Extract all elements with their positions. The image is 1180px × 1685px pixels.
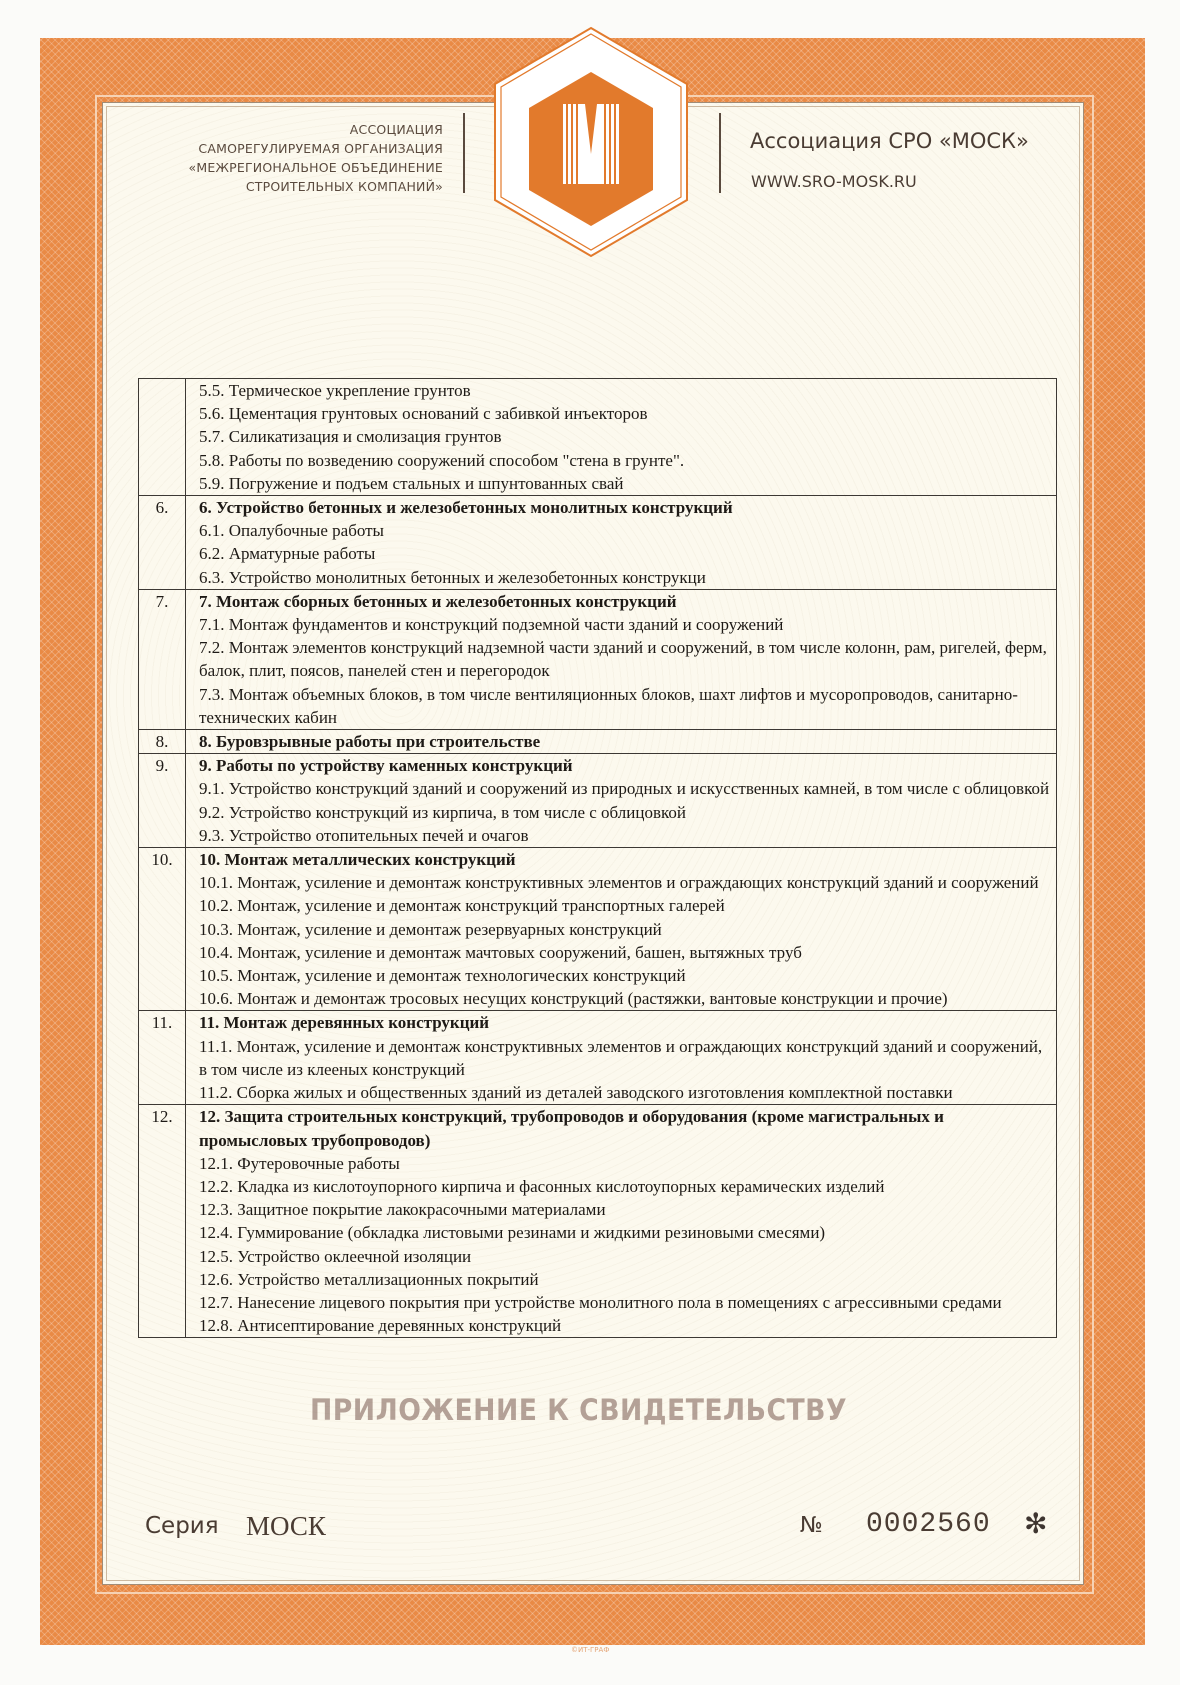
work-item: 6.1. Опалубочные работы xyxy=(199,521,384,541)
org-line: САМОРЕГУЛИРУЕМАЯ ОРГАНИЗАЦИЯ xyxy=(198,141,443,156)
row-content xyxy=(186,848,1057,1011)
section-title: 11. Монтаж деревянных конструкций xyxy=(199,1013,490,1033)
association-title: Ассоциация СРО «МОСК» xyxy=(750,129,1029,153)
work-item: 7.3. Монтаж объемных блоков, в том числе вентиляционных блоков, шахт лифтов и мусоропроводов, санитарно-технических кабин xyxy=(199,684,1018,727)
work-item: 10.2. Монтаж, усиление и демонтаж конструкций транспортных галерей xyxy=(199,896,725,916)
row-number xyxy=(139,379,186,496)
work-item: 11.1. Монтаж, усиление и демонтаж конструктивных элементов и ограждающих конструкций зданий и сооружений, в том числе из клееных конструкций xyxy=(199,1036,1043,1079)
work-item: 12.4. Гуммирование (обкладка листовыми резинами и жидкими резиновыми смесями) xyxy=(199,1223,826,1243)
work-item: 12.3. Защитное покрытие лакокрасочными материалами xyxy=(199,1200,606,1220)
work-item: 12.5. Устройство оклеечной изоляции xyxy=(199,1246,472,1266)
table-row xyxy=(139,496,1057,590)
table-row xyxy=(139,848,1057,1011)
series-value: МОСК xyxy=(246,1511,326,1541)
row-number: 7. xyxy=(139,589,186,729)
header-divider-left xyxy=(463,113,465,193)
work-item: 12.7. Нанесение лицевого покрытия при устройстве монолитного пола в помещениях с агрессивными средами xyxy=(199,1292,1002,1312)
work-item: 9.1. Устройство конструкций зданий и сооружений из природных и искусственных камней, в том числе с облицовкой xyxy=(199,779,1050,799)
work-item: 10.3. Монтаж, усиление и демонтаж резервуарных конструкций xyxy=(199,919,662,939)
work-item: 9.3. Устройство отопительных печей и очагов xyxy=(199,825,529,845)
row-content xyxy=(186,379,1057,496)
work-item: 5.7. Силикатизация и смолизация грунтов xyxy=(199,427,502,447)
org-full-name xyxy=(189,120,443,196)
table-row xyxy=(139,1011,1057,1105)
work-item: 6.3. Устройство монолитных бетонных и железобетонных конструкци xyxy=(199,567,706,587)
work-item: 12.8. Антисептирование деревянных конструкций xyxy=(199,1316,562,1336)
work-item: 12.6. Устройство металлизационных покрытий xyxy=(199,1269,539,1289)
printer-copyright: ©ИТ-ГРАФ xyxy=(571,1646,610,1654)
work-item: 11.2. Сборка жилых и общественных зданий из деталей заводского изготовления комплектной поставки xyxy=(199,1083,953,1103)
mosk-logo-icon xyxy=(493,26,689,258)
work-item: 12.1. Футеровочные работы xyxy=(199,1153,400,1173)
table-row xyxy=(139,754,1057,848)
work-item: 10.5. Монтаж, усиление и демонтаж технологических конструкций xyxy=(199,966,686,986)
series-label: Серия xyxy=(145,1513,219,1539)
row-number: 10. xyxy=(139,848,186,1011)
row-content xyxy=(186,754,1057,848)
section-title: 6. Устройство бетонных и железобетонных монолитных конструкций xyxy=(199,498,733,518)
row-number: 9. xyxy=(139,754,186,848)
row-number: 12. xyxy=(139,1105,186,1338)
row-number: 11. xyxy=(139,1011,186,1105)
row-content xyxy=(186,496,1057,590)
org-line: СТРОИТЕЛЬНЫХ КОМПАНИЙ» xyxy=(245,179,443,194)
org-line: АССОЦИАЦИЯ xyxy=(349,122,443,137)
work-item: 7.2. Монтаж элементов конструкций надземной части зданий и сооружений, в том числе колонн, рам, ригелей, ферм, балок, плит, поясов, панелей стен и перегородок xyxy=(199,638,1047,681)
association-website: WWW.SRO-MOSK.RU xyxy=(751,172,917,191)
number-label: № xyxy=(800,1513,823,1538)
header-divider-right xyxy=(719,113,721,193)
section-title: 8. Буровзрывные работы при строительстве xyxy=(199,732,541,752)
section-title: 12. Защита строительных конструкций, трубопроводов и оборудования (кроме магистральных и промысловых трубопроводов) xyxy=(199,1107,944,1150)
row-number: 8. xyxy=(139,730,186,754)
row-content xyxy=(186,1011,1057,1105)
work-item: 5.5. Термическое укрепление грунтов xyxy=(199,381,471,400)
row-content xyxy=(186,730,1057,754)
work-item: 5.9. Погружение и подъем стальных и шпунтованных свай xyxy=(199,473,624,493)
row-content xyxy=(186,1105,1057,1338)
certificate-number: 0002560 xyxy=(866,1509,991,1540)
row-content xyxy=(186,589,1057,729)
work-types-table xyxy=(138,378,1057,1338)
table-row xyxy=(139,379,1057,496)
work-item: 7.1. Монтаж фундаментов и конструкций подземной части зданий и сооружений xyxy=(199,615,784,635)
table-row xyxy=(139,730,1057,754)
section-title: 10. Монтаж металлических конструкций xyxy=(199,850,516,870)
star-icon: ✻ xyxy=(1024,1507,1048,1540)
work-item: 12.2. Кладка из кислотоупорного кирпича и фасонных кислотоупорных керамических изделий xyxy=(199,1176,885,1196)
work-item: 6.2. Арматурные работы xyxy=(199,544,376,564)
section-title: 7. Монтаж сборных бетонных и железобетонных конструкций xyxy=(199,591,677,611)
section-title: 9. Работы по устройству каменных конструкций xyxy=(199,756,573,776)
table-row xyxy=(139,589,1057,729)
work-item: 10.6. Монтаж и демонтаж тросовых несущих конструкций (растяжки, вантовые конструкции и прочие) xyxy=(199,989,948,1009)
table-row xyxy=(139,1105,1057,1338)
work-item: 5.8. Работы по возведению сооружений способом "стена в грунте". xyxy=(199,450,685,470)
row-number: 6. xyxy=(139,496,186,590)
work-item: 5.6. Цементация грунтовых оснований с забивкой инъекторов xyxy=(199,404,648,424)
org-line: «МЕЖРЕГИОНАЛЬНОЕ ОБЪЕДИНЕНИЕ xyxy=(188,160,443,175)
watermark-stamp: ПРИЛОЖЕНИЕ К СВИДЕТЕЛЬСТВУ xyxy=(310,1393,848,1427)
work-item: 10.1. Монтаж, усиление и демонтаж конструктивных элементов и ограждающих конструкций зданий и сооружений xyxy=(199,873,1039,893)
work-item: 9.2. Устройство конструкций из кирпича, в том числе с облицовкой xyxy=(199,802,686,822)
work-item: 10.4. Монтаж, усиление и демонтаж мачтовых сооружений, башен, вытяжных труб xyxy=(199,942,802,962)
